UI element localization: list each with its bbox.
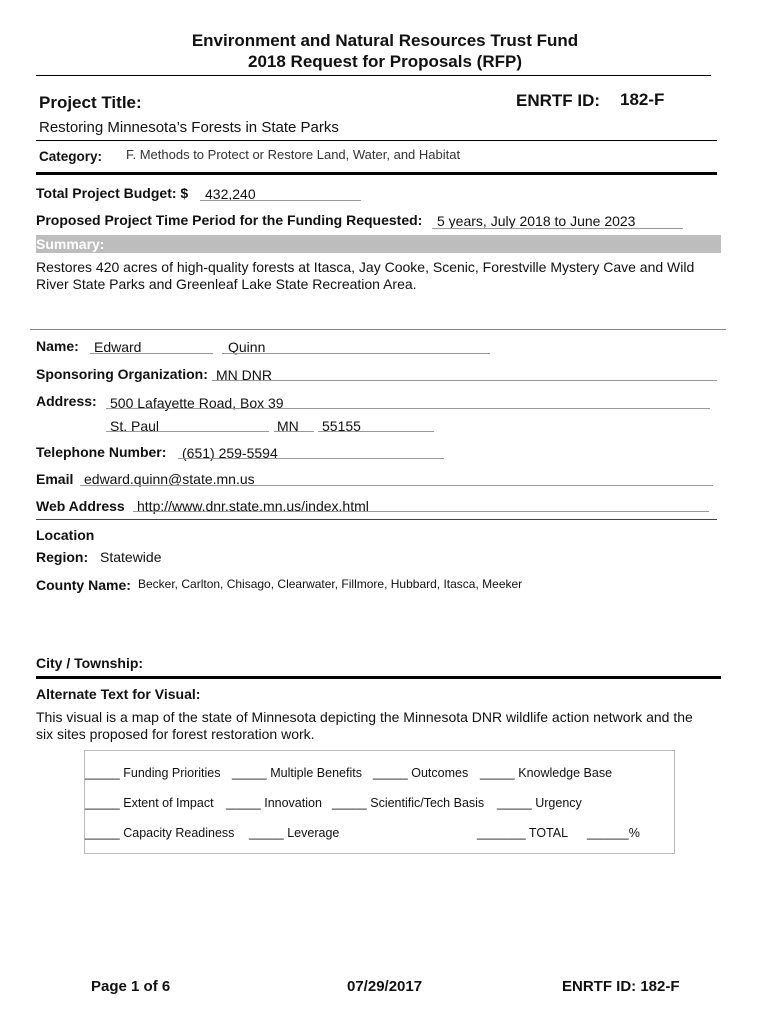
score-extent-of-impact: _____ Extent of Impact	[85, 796, 214, 810]
zip-underline	[318, 431, 434, 432]
last-name-value: Quinn	[228, 339, 266, 355]
address-underline	[106, 408, 710, 409]
summary-text-line2: River State Parks and Greenleaf Lake State Recreation Area.	[36, 276, 417, 292]
document-title: Environment and Natural Resources Trust Fund	[191, 31, 579, 50]
alt-text-label: Alternate Text for Visual:	[36, 686, 201, 702]
enrtf-id-label: ENRTF ID:	[516, 91, 601, 110]
email-label: Email	[36, 471, 74, 487]
budget-label: Total Project Budget: $	[36, 185, 189, 201]
last-name-underline	[222, 353, 490, 354]
phone-underline	[178, 458, 444, 459]
region-value: Statewide	[100, 549, 162, 565]
budget-value: 432,240	[205, 186, 256, 202]
score-funding-priorities: _____ Funding Priorities	[85, 766, 221, 780]
scoring-box	[84, 750, 675, 854]
zip-value: 55155	[322, 418, 361, 434]
web-underline	[133, 511, 709, 512]
region-label: Region:	[36, 549, 89, 565]
score-scientific-tech-basis: _____ Scientific/Tech Basis	[332, 796, 485, 810]
project-title-label: Project Title:	[39, 93, 142, 112]
enrtf-id-value: 182-F	[620, 90, 665, 109]
state-value: MN	[277, 418, 299, 434]
score-knowledge-base: _____ Knowledge Base	[480, 766, 613, 780]
header-divider	[36, 75, 711, 76]
address-label: Address:	[36, 393, 97, 409]
score-urgency: _____ Urgency	[497, 796, 582, 810]
org-value: MN DNR	[216, 367, 272, 383]
county-value: Becker, Carlton, Chisago, Clearwater, Fillmore, Hubbard, Itasca, Meeker	[138, 577, 523, 591]
alt-text-line1: This visual is a map of the state of Minnesota depicting the Minnesota DNR wildlife action network and the	[36, 709, 693, 725]
alt-text-line2: six sites proposed for forest restoration work.	[36, 726, 315, 742]
budget-underline	[200, 200, 361, 201]
email-underline	[80, 485, 713, 486]
city-underline	[106, 431, 269, 432]
summary-header: Summary:	[36, 235, 721, 253]
score-percent: ______%	[587, 826, 640, 840]
location-divider	[36, 676, 721, 679]
footer-date: 07/29/2017	[347, 978, 423, 995]
first-name-underline	[90, 353, 213, 354]
category-label: Category:	[39, 149, 103, 164]
contact-divider	[36, 519, 717, 520]
web-label: Web Address	[36, 498, 125, 514]
project-title-value: Restoring Minnesota’s Forests in State Parks	[39, 119, 339, 136]
email-value: edward.quinn@state.mn.us	[84, 471, 255, 487]
org-label: Sponsoring Organization:	[36, 366, 208, 382]
web-value: http://www.dnr.state.mn.us/index.html	[137, 498, 369, 514]
org-underline	[212, 380, 717, 381]
footer-enrtf-id: ENRTF ID: 182-F	[562, 978, 680, 995]
location-heading: Location	[36, 527, 95, 543]
state-underline	[274, 431, 314, 432]
title-divider	[36, 140, 717, 141]
summary-text-line1: Restores 420 acres of high-quality forests at Itasca, Jay Cooke, Scenic, Forestville Mystery Cave and Wild	[36, 259, 695, 275]
period-label: Proposed Project Time Period for the Funding Requested:	[36, 212, 423, 228]
city-value: St. Paul	[110, 418, 160, 434]
score-outcomes: _____ Outcomes	[373, 766, 469, 780]
address-value: 500 Lafayette Road, Box 39	[110, 395, 284, 411]
first-name-value: Edward	[94, 339, 142, 355]
score-total: _______ TOTAL	[477, 826, 569, 840]
category-value: F. Methods to Protect or Restore Land, Water, and Habitat	[126, 147, 461, 162]
county-label: County Name:	[36, 577, 131, 593]
footer-page-number: Page 1 of 6	[91, 978, 171, 995]
period-underline	[432, 228, 683, 229]
score-capacity-readiness: _____ Capacity Readiness	[85, 826, 235, 840]
phone-label: Telephone Number:	[36, 444, 167, 460]
phone-value: (651) 259-5594	[182, 445, 278, 461]
score-innovation: _____ Innovation	[226, 796, 322, 810]
score-leverage: _____ Leverage	[249, 826, 340, 840]
score-multiple-benefits: _____ Multiple Benefits	[232, 766, 362, 780]
document-subtitle: 2018 Request for Proposals (RFP)	[248, 52, 522, 71]
city-township-label: City / Township:	[36, 655, 144, 671]
name-label: Name:	[36, 338, 79, 354]
category-divider	[36, 172, 717, 175]
period-value: 5 years, July 2018 to June 2023	[437, 213, 636, 229]
summary-divider	[30, 329, 726, 330]
